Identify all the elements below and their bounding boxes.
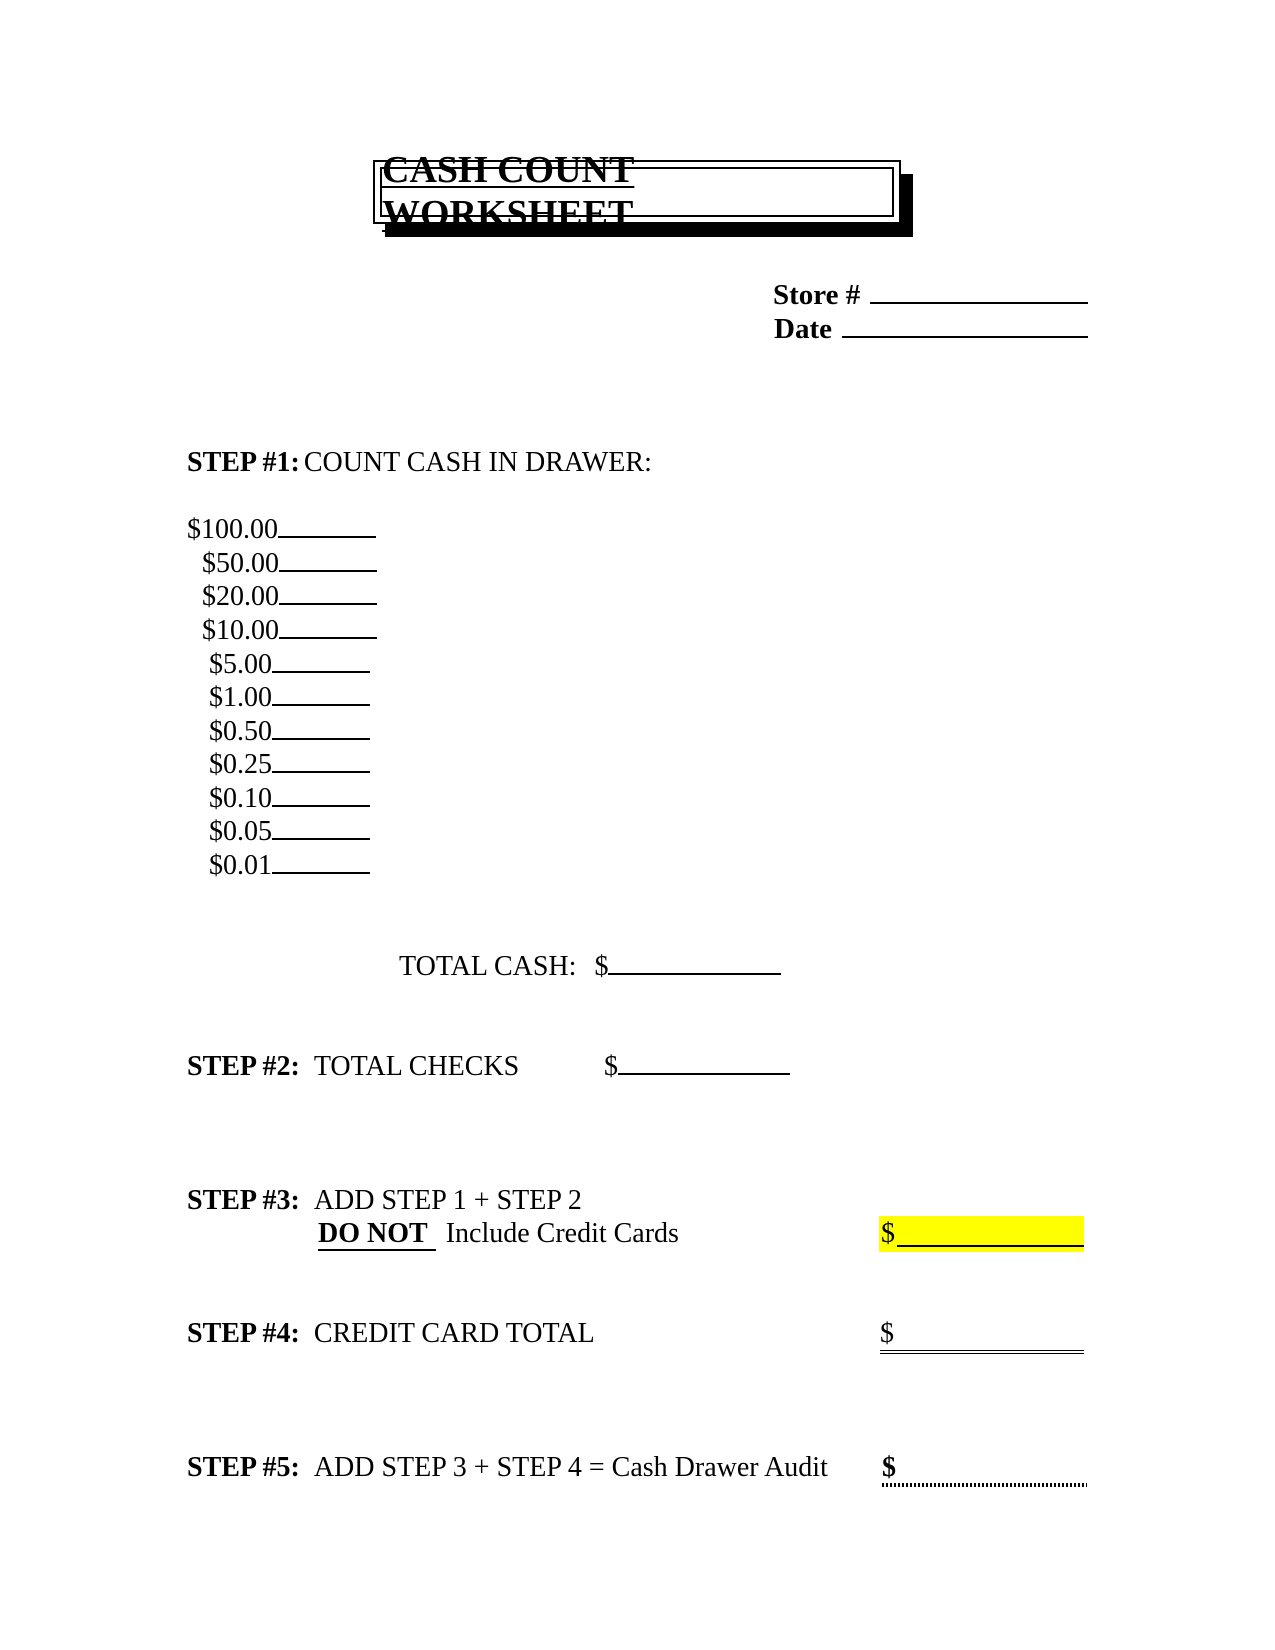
denom-row — [209, 850, 370, 882]
denom-row — [209, 749, 370, 781]
step5-label: STEP #5: — [187, 1452, 300, 1483]
denom-count-line[interactable] — [278, 535, 376, 538]
step3-amount-highlight — [879, 1216, 1084, 1252]
total-cash-symbol: $ — [594, 951, 609, 982]
denom-amount: $5.00 — [209, 649, 272, 680]
step2-label: STEP #2: — [187, 1051, 300, 1082]
denom-row — [202, 581, 377, 613]
date-label: Date — [774, 313, 832, 345]
store-field — [773, 279, 1088, 312]
step2-row — [187, 1051, 519, 1083]
denom-count-line[interactable] — [272, 737, 370, 740]
total-cash-row — [399, 951, 781, 983]
step2-text: TOTAL CHECKS — [313, 1051, 520, 1082]
page-title: CASH COUNT WORKSHEET — [382, 149, 635, 235]
denom-row — [209, 682, 370, 714]
step4-line[interactable] — [880, 1350, 1084, 1354]
step4-row — [187, 1318, 595, 1350]
denom-row — [209, 816, 370, 848]
denom-amount: $10.00 — [202, 615, 279, 646]
date-field — [774, 313, 1088, 346]
denom-row — [187, 514, 376, 546]
step3-label: STEP #3: — [187, 1185, 300, 1216]
step5-row — [187, 1452, 828, 1484]
step2-line[interactable] — [618, 1072, 790, 1075]
denom-row — [209, 716, 370, 748]
step3-row — [187, 1185, 582, 1217]
step3-do-not: DO NOT — [318, 1219, 436, 1251]
denom-count-line[interactable] — [272, 871, 370, 874]
step5-line[interactable] — [882, 1483, 1087, 1487]
denom-amount: $0.50 — [209, 716, 272, 747]
title-box — [373, 149, 901, 235]
denom-amount: $0.01 — [209, 850, 272, 881]
step4-symbol: $ — [880, 1318, 894, 1349]
denom-count-line[interactable] — [272, 837, 370, 840]
denom-amount: $0.05 — [209, 816, 272, 847]
total-cash-label: TOTAL CASH: — [399, 951, 577, 982]
step5-text: ADD STEP 3 + STEP 4 = Cash Drawer Audit — [313, 1452, 828, 1483]
step1-text: COUNT CASH IN DRAWER: — [303, 447, 652, 478]
step2-amount — [604, 1051, 790, 1083]
step4-text: CREDIT CARD TOTAL — [313, 1318, 595, 1349]
step2-symbol: $ — [604, 1051, 618, 1082]
step3-symbol: $ — [881, 1218, 895, 1249]
denom-count-line[interactable] — [279, 636, 377, 639]
denom-amount: $50.00 — [202, 548, 279, 579]
store-input-line[interactable] — [870, 302, 1088, 304]
denom-count-line[interactable] — [272, 770, 370, 773]
denom-row — [202, 548, 377, 580]
denom-count-line[interactable] — [279, 602, 377, 605]
step4-label: STEP #4: — [187, 1318, 300, 1349]
step3-note-text: Include Credit Cards — [445, 1218, 679, 1249]
denom-count-line[interactable] — [272, 670, 370, 673]
denom-row — [209, 783, 370, 815]
denom-row — [202, 615, 377, 647]
step1-heading — [187, 447, 652, 479]
step3-line[interactable] — [897, 1244, 1084, 1247]
store-label: Store # — [773, 279, 861, 311]
step4-amount — [880, 1318, 1084, 1350]
step3-note — [318, 1218, 679, 1251]
denom-amount: $0.25 — [209, 749, 272, 780]
step1-label: STEP #1: — [187, 447, 300, 478]
denom-amount: $1.00 — [209, 682, 272, 713]
title-inner-border — [380, 149, 894, 235]
denom-count-line[interactable] — [272, 804, 370, 807]
denom-amount: $100.00 — [187, 514, 278, 545]
denom-row — [209, 649, 370, 681]
denom-amount: $0.10 — [209, 783, 272, 814]
step3-text: ADD STEP 1 + STEP 2 — [313, 1185, 582, 1216]
denom-count-line[interactable] — [279, 569, 377, 572]
denom-amount: $20.00 — [202, 581, 279, 612]
step5-amount — [882, 1452, 1087, 1484]
step5-symbol: $ — [882, 1452, 896, 1483]
total-cash-line[interactable] — [608, 972, 781, 975]
denom-count-line[interactable] — [272, 703, 370, 706]
date-input-line[interactable] — [842, 336, 1088, 338]
